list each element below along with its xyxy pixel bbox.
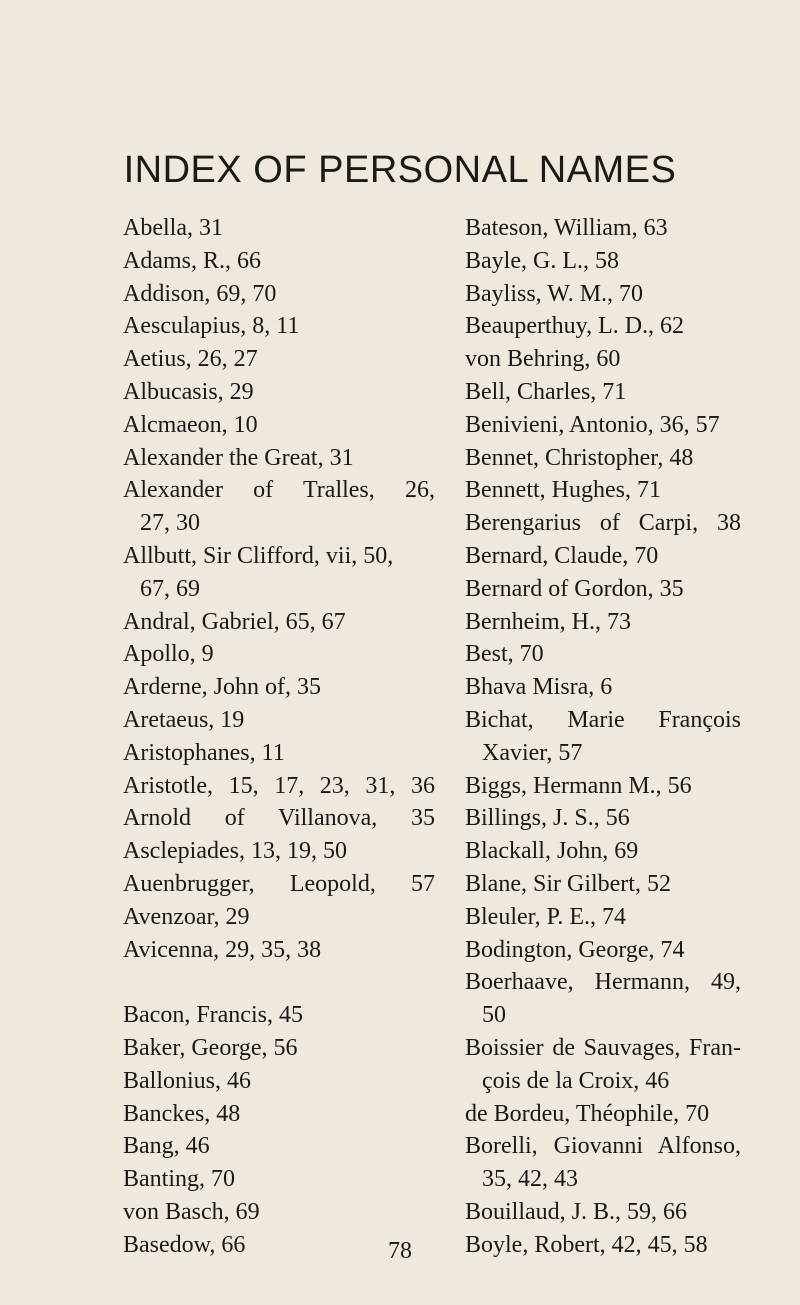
index-entry: Benivieni, Antonio, 36, 57 bbox=[465, 411, 720, 438]
index-entry: Allbutt, Sir Clifford, vii, 50, bbox=[123, 542, 394, 569]
index-entry-continuation: 27, 30 bbox=[140, 510, 200, 537]
index-entry: Bernheim, H., 73 bbox=[465, 608, 631, 635]
index-entry: Adams, R., 66 bbox=[123, 247, 261, 274]
index-entry: Borelli, Giovanni Alfonso, bbox=[465, 1133, 741, 1160]
index-entry: Asclepiades, 13, 19, 50 bbox=[123, 838, 347, 865]
index-entry-continuation: çois de la Croix, 46 bbox=[482, 1067, 670, 1094]
section-gap bbox=[123, 966, 435, 999]
index-entry: Bennet, Christopher, 48 bbox=[465, 444, 694, 471]
index-entry: Bacon, Francis, 45 bbox=[123, 1002, 303, 1029]
page-number: 78 bbox=[388, 1238, 412, 1264]
index-entry-continuation: 50 bbox=[482, 1002, 506, 1029]
index-entry: Aetius, 26, 27 bbox=[123, 346, 258, 373]
index-entry: Bell, Charles, 71 bbox=[465, 378, 627, 405]
index-entry: Bernard of Gordon, 35 bbox=[465, 575, 684, 602]
index-entry: Albucasis, 29 bbox=[123, 378, 254, 405]
index-entry: Ballonius, 46 bbox=[123, 1067, 252, 1094]
index-entry: Bennett, Hughes, 71 bbox=[465, 477, 661, 504]
index-entry: Bouillaud, J. B., 59, 66 bbox=[465, 1198, 688, 1225]
index-entry: Banting, 70 bbox=[123, 1166, 235, 1193]
index-entry: Biggs, Hermann M., 56 bbox=[465, 772, 692, 799]
index-entry: Arnold of Villanova, 35 bbox=[123, 805, 435, 832]
index-entry: Alexander the Great, 31 bbox=[123, 444, 354, 471]
index-entry: von Behring, 60 bbox=[465, 346, 621, 373]
index-entry: Apollo, 9 bbox=[123, 641, 214, 668]
index-entry: Avenzoar, 29 bbox=[123, 903, 250, 930]
page-title: INDEX OF PERSONAL NAMES bbox=[123, 149, 677, 191]
index-entry: Aretaeus, 19 bbox=[123, 706, 245, 733]
index-entry: Bayliss, W. M., 70 bbox=[465, 280, 644, 307]
index-entry: Alexander of Tralles, 26, bbox=[123, 477, 435, 504]
index-entry: Abella, 31 bbox=[123, 215, 223, 241]
index-entry: Alcmaeon, 10 bbox=[123, 411, 258, 438]
index-entry: de Bordeu, Théophile, 70 bbox=[465, 1100, 710, 1127]
index-entry: Boissier de Sauvages, Fran- bbox=[465, 1034, 741, 1061]
index-entry: Arderne, John of, 35 bbox=[123, 674, 321, 701]
index-entry: Bleuler, P. E., 74 bbox=[465, 903, 627, 930]
index-column-left bbox=[123, 212, 435, 1262]
index-column-right bbox=[465, 212, 741, 1262]
index-entry-continuation: 35, 42, 43 bbox=[482, 1166, 578, 1193]
index-entry-continuation: Xavier, 57 bbox=[482, 739, 583, 766]
index-entry: Blane, Sir Gilbert, 52 bbox=[465, 870, 671, 897]
index-entry: Bodington, George, 74 bbox=[465, 936, 685, 963]
index-entry: Berengarius of Carpi, 38 bbox=[465, 510, 741, 537]
index-entry: Aristotle, 15, 17, 23, 31, 36 bbox=[123, 772, 435, 799]
index-entry: Aristophanes, 11 bbox=[123, 739, 285, 766]
index-entry: Billings, J. S., 56 bbox=[465, 805, 630, 832]
index-entry: Boyle, Robert, 42, 45, 58 bbox=[465, 1231, 708, 1258]
index-entry: Auenbrugger, Leopold, 57 bbox=[123, 870, 435, 897]
index-entry: Baker, George, 56 bbox=[123, 1034, 298, 1061]
index-entry: Basedow, 66 bbox=[123, 1231, 246, 1258]
index-entry: Avicenna, 29, 35, 38 bbox=[123, 936, 322, 963]
index-entry: Bayle, G. L., 58 bbox=[465, 247, 619, 274]
index-entry-continuation: 67, 69 bbox=[140, 575, 200, 602]
index-entry: Best, 70 bbox=[465, 641, 544, 668]
index-entry: Bang, 46 bbox=[123, 1133, 210, 1160]
index-entry: Bateson, William, 63 bbox=[465, 215, 668, 241]
index-entry: Bernard, Claude, 70 bbox=[465, 542, 659, 569]
index-entry: Boerhaave, Hermann, 49, bbox=[465, 969, 741, 996]
index-entry: Aesculapius, 8, 11 bbox=[123, 313, 300, 340]
index-entry: Bhava Misra, 6 bbox=[465, 674, 613, 701]
index-entry: Bichat, Marie François bbox=[465, 706, 741, 733]
index-entry: Andral, Gabriel, 65, 67 bbox=[123, 608, 346, 635]
index-entry: Banckes, 48 bbox=[123, 1100, 241, 1127]
index-entry: Beauperthuy, L. D., 62 bbox=[465, 313, 685, 340]
index-entry: Addison, 69, 70 bbox=[123, 280, 277, 307]
index-entry: von Basch, 69 bbox=[123, 1198, 260, 1225]
index-entry: Blackall, John, 69 bbox=[465, 838, 639, 865]
